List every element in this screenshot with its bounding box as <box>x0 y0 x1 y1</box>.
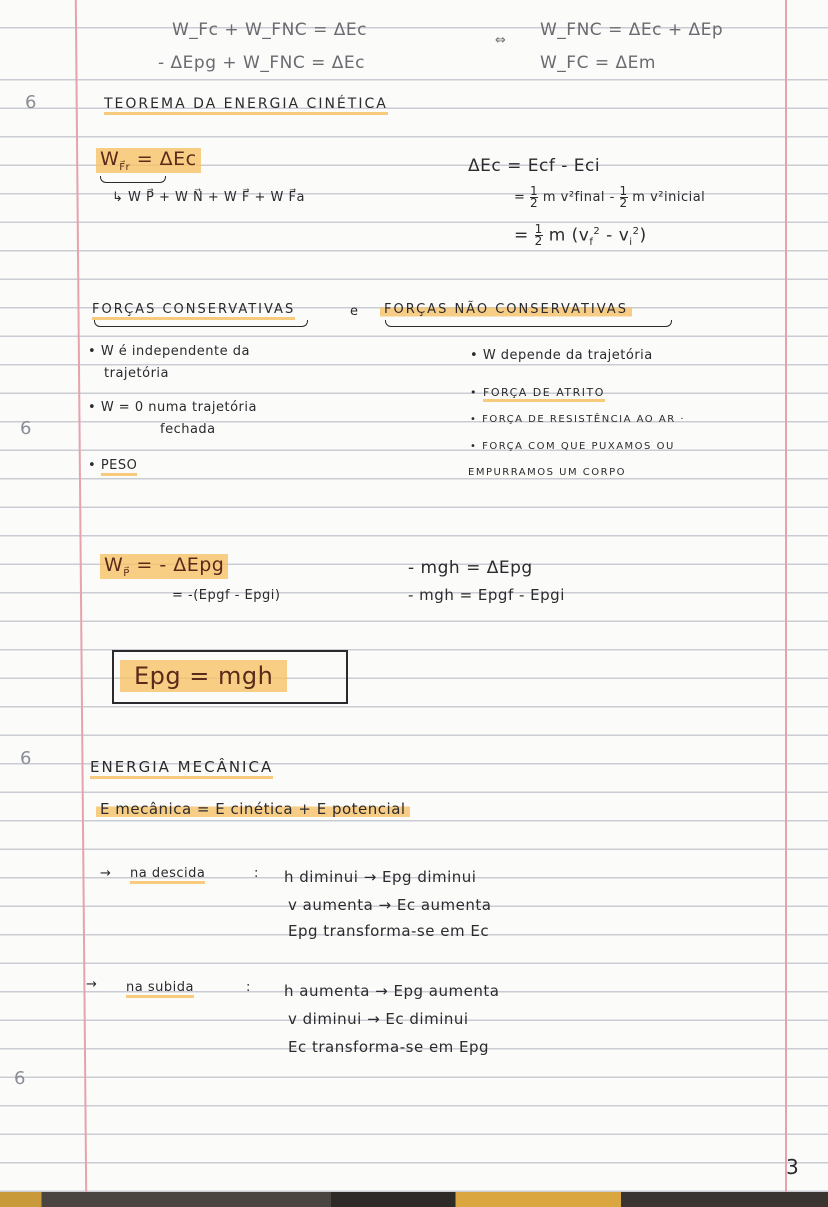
work-expansion: ↳ W P⃗ + W N⃗ + W F⃗ + W F⃗a <box>112 190 305 205</box>
conservative-item-2 <box>88 400 257 415</box>
denominator: 2 <box>534 234 543 248</box>
item-text: PESO <box>101 458 138 476</box>
ascent-line-1: h aumenta → Epg aumenta <box>284 982 500 1000</box>
bullet: • <box>470 348 479 363</box>
mgh-line-1: - mgh = ΔEpg <box>408 558 533 578</box>
descent-line-3: Epg transforma-se em Ec <box>288 922 490 940</box>
right-margin-line <box>785 0 787 1192</box>
top-eq-left-1: W_Fc + W_FNC = ΔEc <box>172 20 367 40</box>
mechanical-energy-definition: E mecânica = E cinética + E potencial <box>96 800 410 818</box>
ascent-colon: : <box>246 980 251 995</box>
resultant-force-sub: F⃗r <box>119 161 131 173</box>
term-a: m (v <box>548 225 590 246</box>
fraction-half <box>535 224 543 247</box>
bullet: • <box>88 400 97 415</box>
descent-colon: : <box>254 866 259 881</box>
weight-work-expansion: = -(Epgf - Epgi) <box>172 588 281 603</box>
brace <box>100 176 166 183</box>
descent-line-1: h diminui → Epg diminui <box>284 868 477 886</box>
brace <box>94 320 308 327</box>
sub-f: f <box>589 236 594 248</box>
conservative-item-3 <box>88 458 137 473</box>
item-text: W depende da trajetória <box>482 348 653 363</box>
equals-sign: = <box>514 225 529 246</box>
bullet: • <box>470 414 478 425</box>
desk-background <box>0 1192 828 1207</box>
fraction-half <box>620 186 628 209</box>
top-eq-right-2: W_FC = ΔEm <box>540 53 656 73</box>
delta-ec-line-3: = $\frac{1}{2}$ m $(v_f^2 - v_i^2)$ <box>514 222 647 248</box>
final-term: m v²final - <box>542 190 615 205</box>
denominator: 2 <box>530 196 539 210</box>
ascent-line-2: v diminui → Ec diminui <box>288 1010 469 1028</box>
section-title-mechanical-energy: ENERGIA MECÂNICA <box>90 758 273 779</box>
title-non-conservative-forces: FORÇAS NÃO CONSERVATIVAS <box>380 302 632 317</box>
margin-mark: 6 <box>14 1068 26 1089</box>
delta-ec-line-1: ΔEc = Ecf - Eci <box>468 156 601 176</box>
item-text: W é independente da <box>100 344 250 359</box>
non-conservative-item-2 <box>470 386 605 399</box>
weight-work-rhs: = - ΔEpg <box>136 554 225 576</box>
fraction-half <box>530 186 538 209</box>
non-conservative-item-4-cont: EMPURRAMOS UM CORPO <box>468 467 626 478</box>
non-conservative-item-3 <box>470 414 685 425</box>
numerator: 1 <box>619 184 628 198</box>
item-text: FORÇA DE ATRITO <box>483 386 605 402</box>
margin-mark: 6 <box>20 748 32 769</box>
margin-mark: 6 <box>20 418 32 439</box>
ascent-line-3: Ec transforma-se em Epg <box>288 1038 490 1056</box>
potential-energy-formula: Epg = mgh <box>120 660 287 692</box>
denominator: 2 <box>619 196 628 210</box>
work-symbol: W <box>104 554 124 576</box>
non-conservative-item-1 <box>470 348 653 363</box>
page-number: 3 <box>786 1155 799 1179</box>
section-title-kinetic-theorem: TEOREMA DA ENERGIA CINÉTICA <box>104 96 388 115</box>
initial-term: m v²inicial <box>632 190 706 205</box>
conservative-item-2-cont: fechada <box>160 422 216 437</box>
conservative-item-1-cont: trajetória <box>104 366 169 381</box>
weight-work-equation <box>100 554 228 579</box>
title-conservative-forces: FORÇAS CONSERVATIVAS <box>92 302 295 320</box>
delta-ec-line-2 <box>514 186 705 209</box>
item-text: FORÇA DE RESISTÊNCIA AO AR · <box>482 414 685 425</box>
top-eq-left-2: - ΔEpg + W_FNC = ΔEc <box>158 53 365 73</box>
equals-sign: = <box>514 190 526 205</box>
descent-label: na descida <box>130 866 205 884</box>
left-margin-line <box>75 0 87 1192</box>
margin-mark: 6 <box>25 92 37 113</box>
numerator: 1 <box>530 184 539 198</box>
forces-connector: e <box>350 304 359 319</box>
equivalence-connector: ⇔ <box>495 33 507 48</box>
ascent-arrow: → <box>86 977 98 992</box>
kinetic-theorem-rhs: = ΔEc <box>136 148 197 170</box>
numerator: 1 <box>534 222 543 236</box>
item-text: FORÇA COM QUE PUXAMOS OU <box>482 441 675 452</box>
top-eq-right-1: W_FNC = ΔEc + ΔEp <box>540 20 724 40</box>
bullet: • <box>470 441 478 452</box>
non-conservative-item-4 <box>470 441 675 452</box>
conservative-item-1 <box>88 344 250 359</box>
bullet: • <box>470 386 478 399</box>
ascent-label: na subida <box>126 980 194 998</box>
bullet: • <box>88 458 97 473</box>
item-text: W = 0 numa trajetória <box>100 400 257 415</box>
kinetic-theorem-equation <box>96 148 201 173</box>
brace <box>385 320 672 327</box>
bullet: • <box>88 344 97 359</box>
descent-line-2: v aumenta → Ec aumenta <box>288 896 492 914</box>
descent-arrow: → <box>100 866 112 881</box>
sub-i: i <box>629 236 633 248</box>
term-c: - v <box>600 225 630 246</box>
weight-sub: P⃗ <box>123 567 130 579</box>
term-e: ) <box>639 225 647 246</box>
work-symbol: W <box>100 148 120 170</box>
mgh-line-2: - mgh = Epgf - Epgi <box>408 586 565 604</box>
